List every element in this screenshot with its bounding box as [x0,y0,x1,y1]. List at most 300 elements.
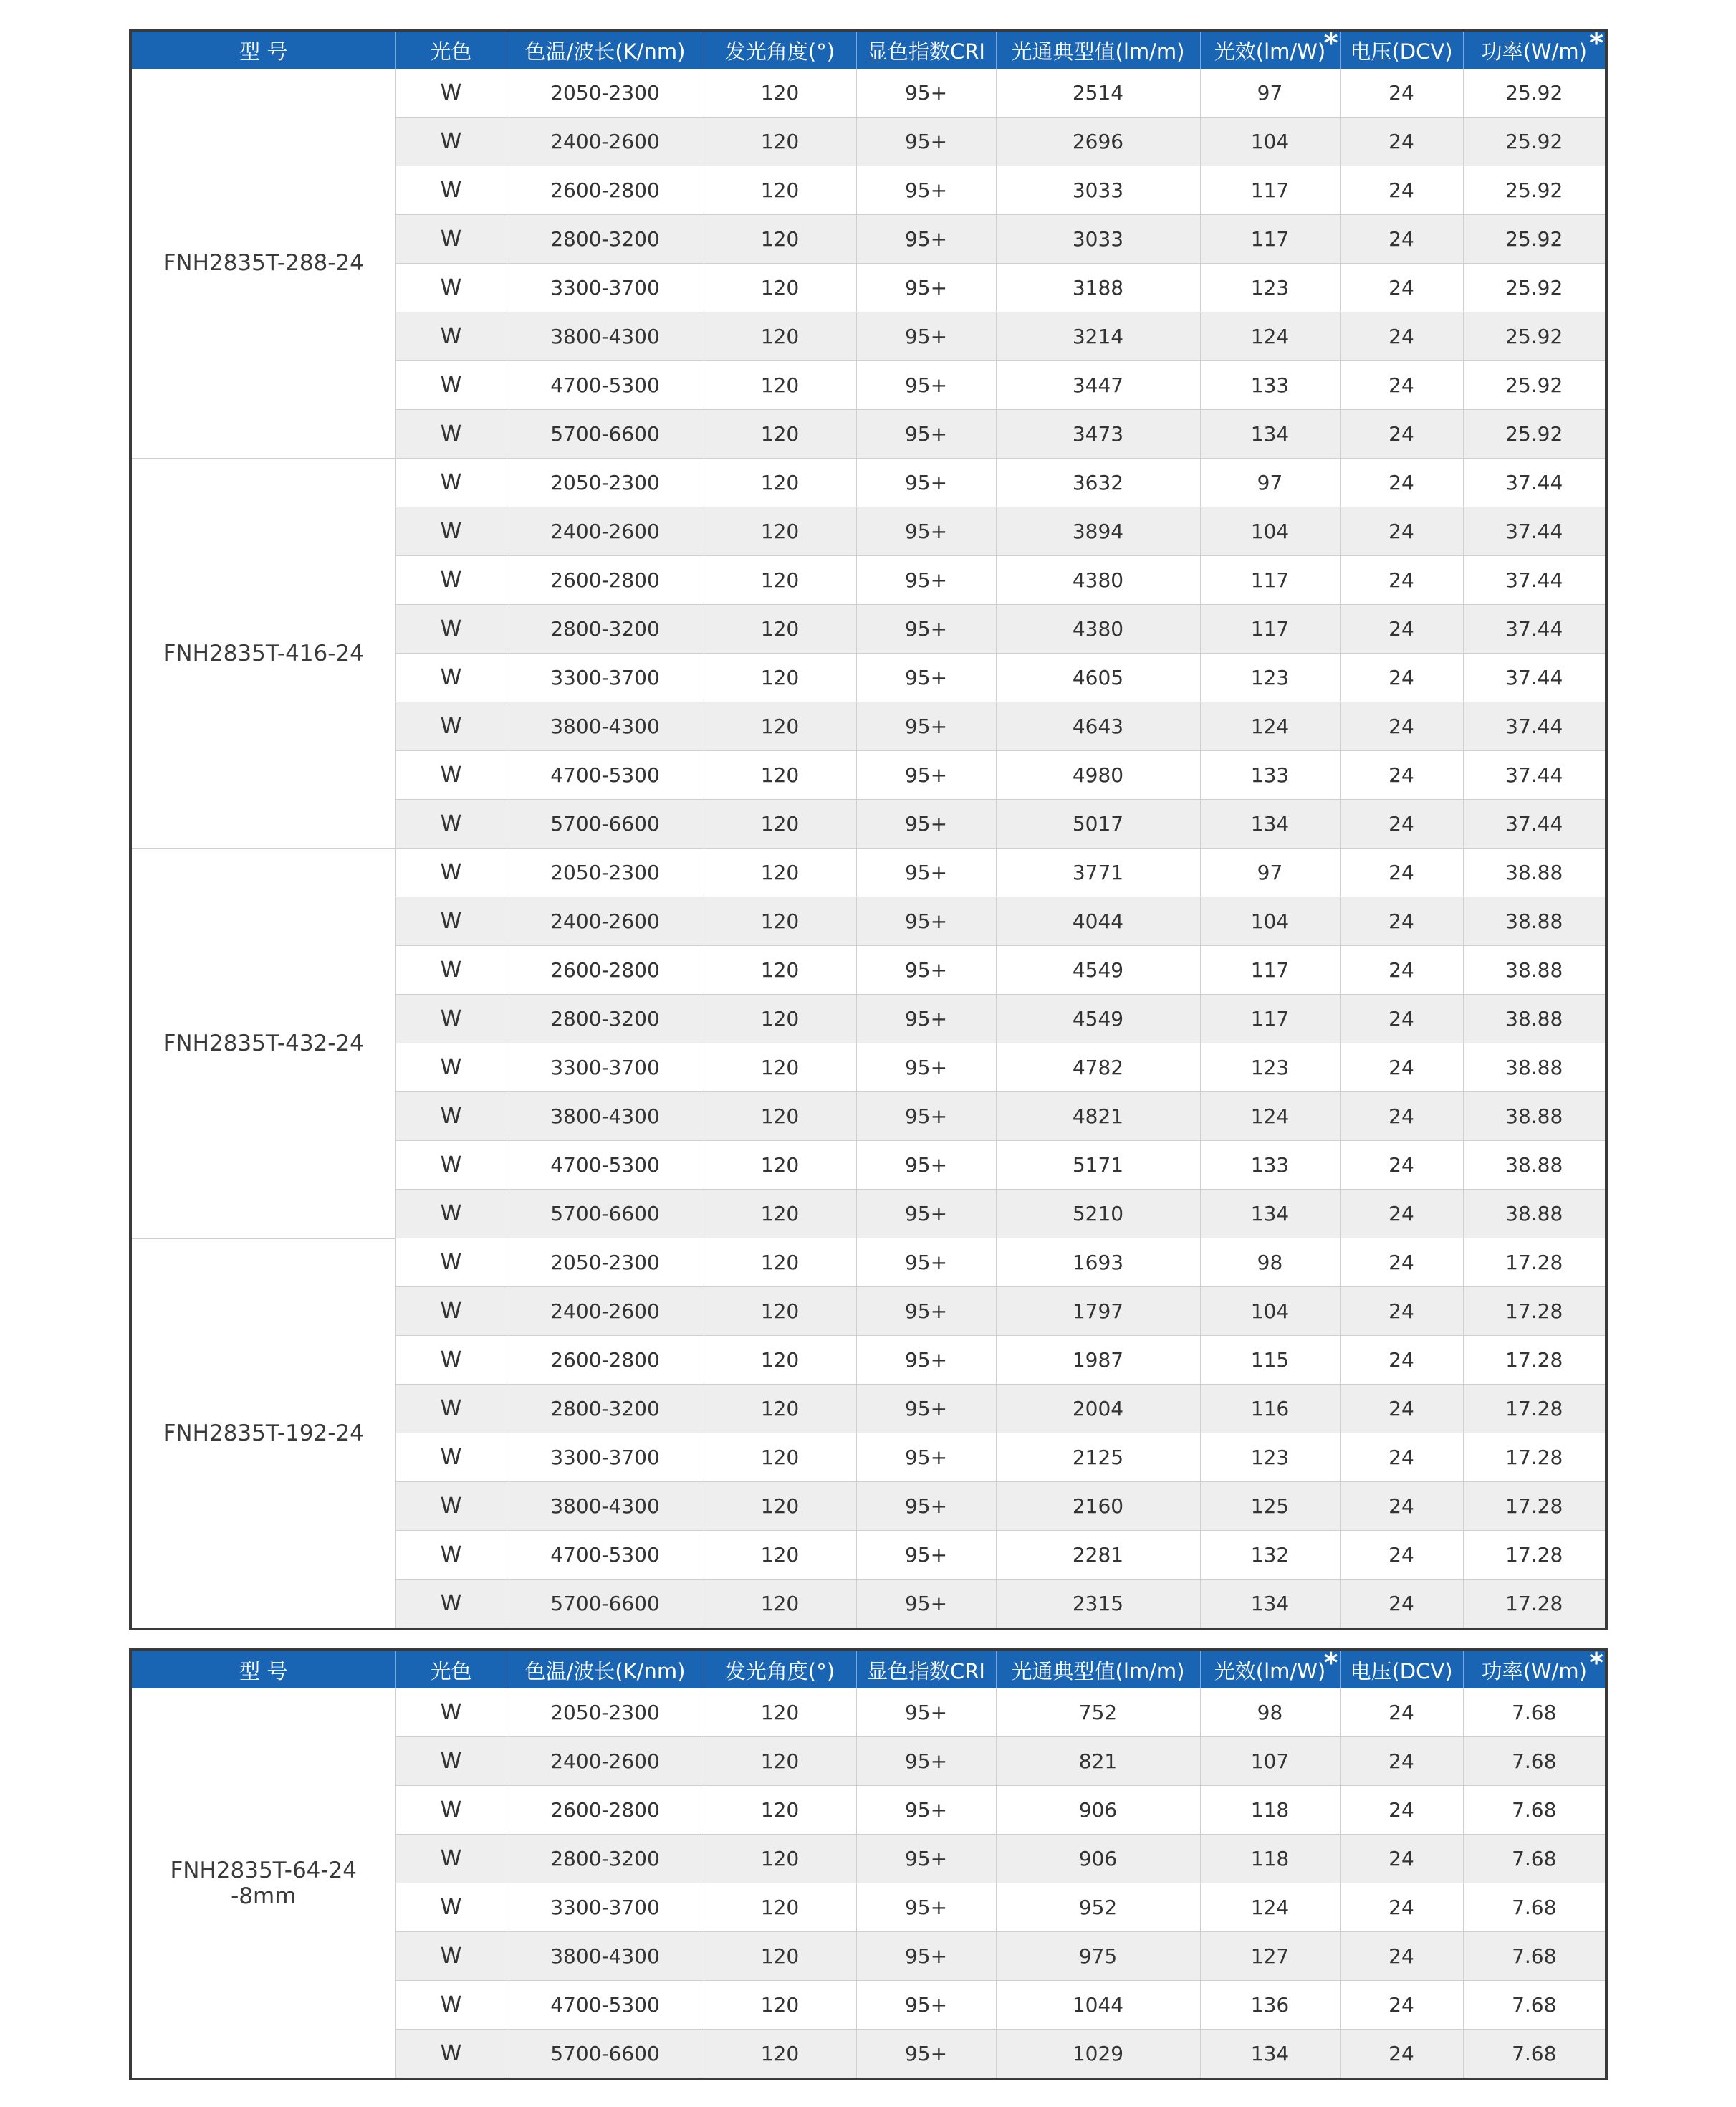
power-cell: 25.92 [1463,166,1606,215]
power-cell: 25.92 [1463,215,1606,264]
voltage-cell: 24 [1340,2030,1463,2080]
efficacy-cell: 134 [1200,410,1340,459]
header-angle: 发光角度(°) [704,30,856,69]
flux-cell: 4643 [996,702,1200,751]
flux-cell: 4044 [996,897,1200,946]
voltage-cell: 24 [1340,69,1463,118]
angle-cell: 120 [704,1932,856,1981]
cct-cell: 3800-4300 [507,1932,704,1981]
voltage-cell: 24 [1340,459,1463,507]
power-cell: 7.68 [1463,2030,1606,2080]
cct-cell: 3800-4300 [507,312,704,361]
power-cell: 25.92 [1463,69,1606,118]
voltage-cell: 24 [1340,410,1463,459]
efficacy-cell: 107 [1200,1737,1340,1786]
flux-cell: 2160 [996,1482,1200,1531]
power-cell: 7.68 [1463,1883,1606,1932]
efficacy-cell: 124 [1200,1883,1340,1932]
flux-cell: 4821 [996,1092,1200,1141]
color-cell: W [395,995,507,1043]
efficacy-cell: 134 [1200,1190,1340,1238]
cri-cell: 95+ [856,361,996,410]
cri-cell: 95+ [856,702,996,751]
color-cell: W [395,1433,507,1482]
color-cell: W [395,1092,507,1141]
voltage-cell: 24 [1340,1580,1463,1630]
cri-cell: 95+ [856,1238,996,1287]
cri-cell: 95+ [856,1043,996,1092]
table-row [130,459,1606,507]
header-model: 型 号 [130,1650,395,1688]
flux-cell: 3473 [996,410,1200,459]
angle-cell: 120 [704,1531,856,1580]
table-row [130,1688,1606,1737]
flux-cell: 2281 [996,1531,1200,1580]
header-cri: 显色指数CRI [856,1650,996,1688]
cri-cell: 95+ [856,1883,996,1932]
power-cell: 25.92 [1463,312,1606,361]
color-cell: W [395,1580,507,1630]
cri-cell: 95+ [856,1433,996,1482]
angle-cell: 120 [704,312,856,361]
header-voltage: 电压(DCV) [1340,1650,1463,1688]
efficacy-cell: 98 [1200,1688,1340,1737]
color-cell: W [395,1531,507,1580]
efficacy-cell: 104 [1200,507,1340,556]
angle-cell: 120 [704,118,856,166]
voltage-cell: 24 [1340,897,1463,946]
cct-cell: 2400-2600 [507,1737,704,1786]
header-efficacy-label: 光效(lm/W) [1214,39,1326,64]
power-cell: 7.68 [1463,1688,1606,1737]
angle-cell: 120 [704,1336,856,1385]
cct-cell: 2400-2600 [507,507,704,556]
flux-cell: 2315 [996,1580,1200,1630]
cct-cell: 5700-6600 [507,1190,704,1238]
power-cell: 38.88 [1463,1092,1606,1141]
cct-cell: 2800-3200 [507,995,704,1043]
power-cell: 37.44 [1463,605,1606,654]
voltage-cell: 24 [1340,800,1463,849]
efficacy-cell: 118 [1200,1835,1340,1883]
voltage-cell: 24 [1340,751,1463,800]
angle-cell: 120 [704,410,856,459]
flux-cell: 4549 [996,995,1200,1043]
angle-cell: 120 [704,1433,856,1482]
angle-cell: 120 [704,1981,856,2030]
voltage-cell: 24 [1340,1238,1463,1287]
power-cell: 17.28 [1463,1482,1606,1531]
cri-cell: 95+ [856,1092,996,1141]
voltage-cell: 24 [1340,1287,1463,1336]
angle-cell: 120 [704,1043,856,1092]
efficacy-cell: 117 [1200,166,1340,215]
efficacy-cell: 123 [1200,264,1340,312]
cct-cell: 2600-2800 [507,946,704,995]
cct-cell: 4700-5300 [507,361,704,410]
color-cell: W [395,1190,507,1238]
cct-cell: 3300-3700 [507,264,704,312]
efficacy-cell: 123 [1200,1433,1340,1482]
color-cell: W [395,1482,507,1531]
cct-cell: 2400-2600 [507,1287,704,1336]
cri-cell: 95+ [856,1190,996,1238]
angle-cell: 120 [704,1141,856,1190]
header-voltage: 电压(DCV) [1340,30,1463,69]
table-header-row [130,1650,1606,1688]
cri-cell: 95+ [856,312,996,361]
flux-cell: 3447 [996,361,1200,410]
cri-cell: 95+ [856,1385,996,1433]
power-cell: 38.88 [1463,1190,1606,1238]
cct-cell: 4700-5300 [507,1531,704,1580]
voltage-cell: 24 [1340,264,1463,312]
angle-cell: 120 [704,702,856,751]
cct-cell: 3300-3700 [507,1043,704,1092]
color-cell: W [395,118,507,166]
flux-cell: 3033 [996,166,1200,215]
power-cell: 37.44 [1463,556,1606,605]
angle-cell: 120 [704,849,856,897]
voltage-cell: 24 [1340,1092,1463,1141]
cct-cell: 5700-6600 [507,1580,704,1630]
power-cell: 38.88 [1463,897,1606,946]
cct-cell: 2600-2800 [507,1786,704,1835]
efficacy-cell: 117 [1200,215,1340,264]
angle-cell: 120 [704,1688,856,1737]
header-flux: 光通典型值(lm/m) [996,1650,1200,1688]
cri-cell: 95+ [856,849,996,897]
cct-cell: 2800-3200 [507,215,704,264]
color-cell: W [395,800,507,849]
header-efficacy [1200,1647,1340,1688]
voltage-cell: 24 [1340,1981,1463,2030]
flux-cell: 5171 [996,1141,1200,1190]
efficacy-cell: 133 [1200,751,1340,800]
angle-cell: 120 [704,1238,856,1287]
color-cell: W [395,654,507,702]
header-power [1463,1647,1606,1688]
header-efficacy [1200,27,1340,69]
power-cell: 17.28 [1463,1433,1606,1482]
header-cct: 色温/波长(K/nm) [507,30,704,69]
angle-cell: 120 [704,264,856,312]
voltage-cell: 24 [1340,702,1463,751]
efficacy-cell: 133 [1200,1141,1340,1190]
voltage-cell: 24 [1340,215,1463,264]
cri-cell: 95+ [856,1786,996,1835]
color-cell: W [395,1737,507,1786]
flux-cell: 3632 [996,459,1200,507]
voltage-cell: 24 [1340,946,1463,995]
efficacy-cell: 117 [1200,605,1340,654]
flux-cell: 3188 [996,264,1200,312]
cri-cell: 95+ [856,118,996,166]
flux-cell: 4605 [996,654,1200,702]
flux-cell: 952 [996,1883,1200,1932]
voltage-cell: 24 [1340,361,1463,410]
power-cell: 37.44 [1463,654,1606,702]
efficacy-cell: 124 [1200,1092,1340,1141]
efficacy-cell: 115 [1200,1336,1340,1385]
voltage-cell: 24 [1340,1482,1463,1531]
color-cell: W [395,849,507,897]
voltage-cell: 24 [1340,1737,1463,1786]
voltage-cell: 24 [1340,1786,1463,1835]
table-body [130,1688,1606,2079]
efficacy-cell: 117 [1200,995,1340,1043]
voltage-cell: 24 [1340,1932,1463,1981]
color-cell: W [395,459,507,507]
voltage-cell: 24 [1340,118,1463,166]
header-flux: 光通典型值(lm/m) [996,30,1200,69]
model-name-cell: FNH2835T-416-24 [130,459,395,849]
model-name-cell: FNH2835T-64-24 -8mm [130,1688,395,2079]
flux-cell: 1797 [996,1287,1200,1336]
header-model: 型 号 [130,30,395,69]
efficacy-cell: 97 [1200,849,1340,897]
voltage-cell: 24 [1340,1835,1463,1883]
color-cell: W [395,312,507,361]
cct-cell: 3800-4300 [507,702,704,751]
power-cell: 37.44 [1463,507,1606,556]
power-cell: 37.44 [1463,702,1606,751]
efficacy-cell: 123 [1200,654,1340,702]
asterisk-icon: * [1589,27,1603,59]
angle-cell: 120 [704,1385,856,1433]
flux-cell: 2004 [996,1385,1200,1433]
color-cell: W [395,1336,507,1385]
angle-cell: 120 [704,605,856,654]
asterisk-icon: * [1323,27,1338,59]
color-cell: W [395,1141,507,1190]
color-cell: W [395,507,507,556]
efficacy-cell: 134 [1200,800,1340,849]
asterisk-icon: * [1589,1647,1603,1678]
color-cell: W [395,361,507,410]
model-name-cell: FNH2835T-288-24 [130,69,395,459]
angle-cell: 120 [704,751,856,800]
angle-cell: 120 [704,1883,856,1932]
color-cell: W [395,410,507,459]
voltage-cell: 24 [1340,1141,1463,1190]
angle-cell: 120 [704,946,856,995]
cri-cell: 95+ [856,410,996,459]
power-cell: 25.92 [1463,361,1606,410]
cri-cell: 95+ [856,1336,996,1385]
angle-cell: 120 [704,1737,856,1786]
color-cell: W [395,1981,507,2030]
header-efficacy-label: 光效(lm/W) [1214,1658,1326,1683]
power-cell: 38.88 [1463,849,1606,897]
table-row [130,69,1606,118]
angle-cell: 120 [704,1287,856,1336]
color-cell: W [395,166,507,215]
power-cell: 37.44 [1463,751,1606,800]
color-cell: W [395,1238,507,1287]
asterisk-icon: * [1323,1647,1338,1678]
flux-cell: 1987 [996,1336,1200,1385]
power-cell: 17.28 [1463,1287,1606,1336]
flux-cell: 2514 [996,69,1200,118]
efficacy-cell: 97 [1200,459,1340,507]
color-cell: W [395,605,507,654]
cri-cell: 95+ [856,1531,996,1580]
power-cell: 38.88 [1463,946,1606,995]
cct-cell: 3800-4300 [507,1092,704,1141]
power-cell: 17.28 [1463,1238,1606,1287]
efficacy-cell: 124 [1200,312,1340,361]
efficacy-cell: 127 [1200,1932,1340,1981]
header-power [1463,27,1606,69]
cct-cell: 3300-3700 [507,1433,704,1482]
power-cell: 7.68 [1463,1981,1606,2030]
voltage-cell: 24 [1340,849,1463,897]
efficacy-cell: 123 [1200,1043,1340,1092]
table-row [130,849,1606,897]
header-power-label: 功率(W/m) [1481,39,1587,64]
angle-cell: 120 [704,507,856,556]
color-cell: W [395,264,507,312]
efficacy-cell: 104 [1200,118,1340,166]
cri-cell: 95+ [856,751,996,800]
cct-cell: 2600-2800 [507,166,704,215]
color-cell: W [395,2030,507,2080]
color-cell: W [395,1385,507,1433]
efficacy-cell: 117 [1200,556,1340,605]
power-cell: 25.92 [1463,264,1606,312]
header-cct: 色温/波长(K/nm) [507,1650,704,1688]
table-header-row [130,30,1606,69]
voltage-cell: 24 [1340,1336,1463,1385]
flux-cell: 906 [996,1786,1200,1835]
cri-cell: 95+ [856,264,996,312]
power-cell: 17.28 [1463,1531,1606,1580]
power-cell: 37.44 [1463,800,1606,849]
efficacy-cell: 98 [1200,1238,1340,1287]
voltage-cell: 24 [1340,605,1463,654]
color-cell: W [395,69,507,118]
cct-cell: 2050-2300 [507,69,704,118]
efficacy-cell: 97 [1200,69,1340,118]
flux-cell: 2696 [996,118,1200,166]
voltage-cell: 24 [1340,1433,1463,1482]
model-name-cell: FNH2835T-432-24 [130,849,395,1238]
power-cell: 37.44 [1463,459,1606,507]
cri-cell: 95+ [856,654,996,702]
efficacy-cell: 134 [1200,1580,1340,1630]
efficacy-cell: 117 [1200,946,1340,995]
color-cell: W [395,702,507,751]
flux-cell: 821 [996,1737,1200,1786]
color-cell: W [395,1043,507,1092]
cct-cell: 2400-2600 [507,118,704,166]
color-cell: W [395,1786,507,1835]
header-color: 光色 [395,30,507,69]
table-row [130,1238,1606,1287]
voltage-cell: 24 [1340,507,1463,556]
angle-cell: 120 [704,361,856,410]
power-cell: 25.92 [1463,410,1606,459]
cct-cell: 2800-3200 [507,605,704,654]
angle-cell: 120 [704,556,856,605]
cct-cell: 2050-2300 [507,1688,704,1737]
power-cell: 7.68 [1463,1835,1606,1883]
flux-cell: 4380 [996,605,1200,654]
power-cell: 38.88 [1463,1043,1606,1092]
flux-cell: 3771 [996,849,1200,897]
angle-cell: 120 [704,1190,856,1238]
angle-cell: 120 [704,995,856,1043]
voltage-cell: 24 [1340,1883,1463,1932]
cri-cell: 95+ [856,69,996,118]
cct-cell: 3300-3700 [507,1883,704,1932]
efficacy-cell: 132 [1200,1531,1340,1580]
cct-cell: 2050-2300 [507,1238,704,1287]
angle-cell: 120 [704,654,856,702]
voltage-cell: 24 [1340,1531,1463,1580]
cct-cell: 4700-5300 [507,1141,704,1190]
cct-cell: 5700-6600 [507,800,704,849]
flux-cell: 906 [996,1835,1200,1883]
color-cell: W [395,556,507,605]
power-cell: 7.68 [1463,1737,1606,1786]
color-cell: W [395,1883,507,1932]
flux-cell: 4380 [996,556,1200,605]
cct-cell: 4700-5300 [507,751,704,800]
power-cell: 7.68 [1463,1932,1606,1981]
power-cell: 7.68 [1463,1786,1606,1835]
angle-cell: 120 [704,215,856,264]
power-cell: 38.88 [1463,995,1606,1043]
cri-cell: 95+ [856,1688,996,1737]
cri-cell: 95+ [856,166,996,215]
cct-cell: 2050-2300 [507,849,704,897]
efficacy-cell: 134 [1200,2030,1340,2080]
color-cell: W [395,946,507,995]
angle-cell: 120 [704,897,856,946]
angle-cell: 120 [704,1786,856,1835]
cct-cell: 5700-6600 [507,2030,704,2080]
angle-cell: 120 [704,1835,856,1883]
cct-cell: 2800-3200 [507,1835,704,1883]
cri-cell: 95+ [856,897,996,946]
table-body [130,69,1606,1629]
color-cell: W [395,1688,507,1737]
header-cri: 显色指数CRI [856,30,996,69]
voltage-cell: 24 [1340,1043,1463,1092]
power-cell: 17.28 [1463,1336,1606,1385]
flux-cell: 4782 [996,1043,1200,1092]
efficacy-cell: 124 [1200,702,1340,751]
angle-cell: 120 [704,800,856,849]
cri-cell: 95+ [856,1835,996,1883]
color-cell: W [395,751,507,800]
voltage-cell: 24 [1340,995,1463,1043]
cri-cell: 95+ [856,995,996,1043]
efficacy-cell: 125 [1200,1482,1340,1531]
cri-cell: 95+ [856,459,996,507]
flux-cell: 1693 [996,1238,1200,1287]
cct-cell: 3800-4300 [507,1482,704,1531]
cri-cell: 95+ [856,556,996,605]
angle-cell: 120 [704,166,856,215]
angle-cell: 120 [704,69,856,118]
voltage-cell: 24 [1340,312,1463,361]
cri-cell: 95+ [856,1932,996,1981]
header-color: 光色 [395,1650,507,1688]
flux-cell: 975 [996,1932,1200,1981]
